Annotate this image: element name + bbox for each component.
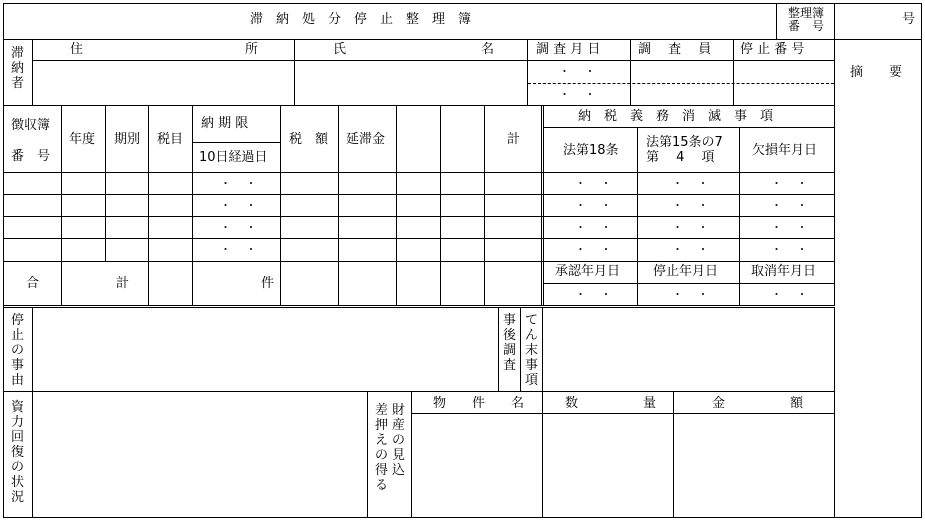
ledger-number-label-line2: 番 号: [787, 19, 824, 33]
seizable-property-label-col2: 財 産 の 見 込: [391, 403, 405, 478]
ledger-row-1-dots: ・ ・: [220, 177, 257, 190]
circumstances-label: て ん 末 事 項: [524, 313, 538, 388]
extinction-r4-c3-dots: ・ ・: [771, 243, 808, 256]
ledger-row-3-dots: ・ ・: [220, 221, 257, 234]
extinction-r4-c2-dots: ・ ・: [672, 243, 709, 256]
tax-item-header: 税目: [157, 132, 184, 147]
address-label-right: 所: [245, 42, 259, 57]
approval-date-dots: ・ ・: [575, 288, 612, 301]
article18-header: 法第18条: [563, 143, 619, 158]
address-label-left: 住: [70, 42, 84, 57]
sum-label-left: 合: [26, 276, 40, 291]
name-field[interactable]: [295, 61, 527, 105]
stop-date-header: 停止年月日: [653, 264, 719, 279]
name-label-right: 名: [481, 42, 495, 57]
quantity-header: 数 量: [565, 396, 657, 411]
collection-number-label-1: 徴収簿: [11, 118, 51, 133]
ledger-row-2-dots: ・ ・: [220, 199, 257, 212]
form-title: 滞 納 処 分 停 止 整 理 簿: [250, 12, 472, 27]
extinction-r4-c1-dots: ・ ・: [575, 243, 612, 256]
recovery-status-field[interactable]: [33, 392, 367, 517]
extinction-r2-c2-dots: ・ ・: [672, 199, 709, 212]
post-survey-field[interactable]: [543, 308, 834, 391]
sum-label-right: 計: [116, 276, 130, 291]
survey-date-dots-1: ・ ・: [559, 65, 596, 78]
article15-7-header-line1: 法第15条の7: [646, 135, 723, 150]
remarks-label: 摘 要: [850, 65, 903, 80]
ledger-number-suffix: 号: [902, 12, 916, 27]
delinquency-fee-header: 延滞金: [346, 132, 386, 147]
stop-reason-label: 停 止 の 事 由: [10, 313, 24, 388]
stop-number-header: 停 止 番 号: [740, 42, 805, 57]
extinction-r1-c1-dots: ・ ・: [575, 177, 612, 190]
seizable-property-label-col1: 差 押 え の 得 る: [374, 403, 388, 493]
article15-7-header-line2: 第 4 項: [646, 150, 715, 165]
count-label: 件: [261, 276, 275, 291]
year-header: 年度: [69, 132, 96, 147]
extinction-r2-c3-dots: ・ ・: [771, 199, 808, 212]
name-label-left: 氏: [333, 42, 347, 57]
cancel-date-dots: ・ ・: [771, 288, 808, 301]
extinction-r1-c3-dots: ・ ・: [771, 177, 808, 190]
recovery-status-label: 資 力 回 復 の 状 況: [10, 400, 24, 505]
delinquent-label: 滞 納 者: [10, 46, 24, 91]
ten-days-header: 10日経過日: [199, 150, 268, 165]
ledger-row-4-dots: ・ ・: [220, 243, 257, 256]
ledger-number-label-line1: 整理簿: [787, 6, 824, 20]
approval-date-header: 承認年月日: [555, 264, 621, 279]
collection-number-label-2: 番 号: [11, 149, 51, 164]
due-date-header: 納 期 限: [201, 116, 249, 131]
stop-date-dots: ・ ・: [672, 288, 709, 301]
extinction-r2-c1-dots: ・ ・: [575, 199, 612, 212]
loss-date-header: 欠損年月日: [752, 143, 818, 158]
post-survey-label: 事 後 調 査: [502, 313, 516, 373]
extinction-r1-c2-dots: ・ ・: [672, 177, 709, 190]
total-header: 計: [507, 132, 521, 147]
extinction-header: 納 税 義 務 消 滅 事 項: [578, 109, 774, 124]
extinction-r3-c2-dots: ・ ・: [672, 221, 709, 234]
amount-header: 金 額: [712, 396, 804, 411]
cancel-date-header: 取消年月日: [751, 264, 817, 279]
ledger-number-label: [785, 7, 827, 33]
item-name-header: 物 件 名: [433, 396, 525, 411]
extinction-r3-c3-dots: ・ ・: [771, 221, 808, 234]
extinction-r3-c1-dots: ・ ・: [575, 221, 612, 234]
address-field[interactable]: [33, 61, 294, 105]
survey-date-header: 調 査 月 日: [536, 42, 601, 57]
tax-amount-header: 税 額: [289, 132, 329, 147]
period-header: 期別: [114, 132, 141, 147]
surveyor-header: 調 査 員: [638, 42, 712, 57]
stop-reason-field[interactable]: [33, 308, 498, 391]
survey-date-dots-2: ・ ・: [559, 88, 596, 101]
